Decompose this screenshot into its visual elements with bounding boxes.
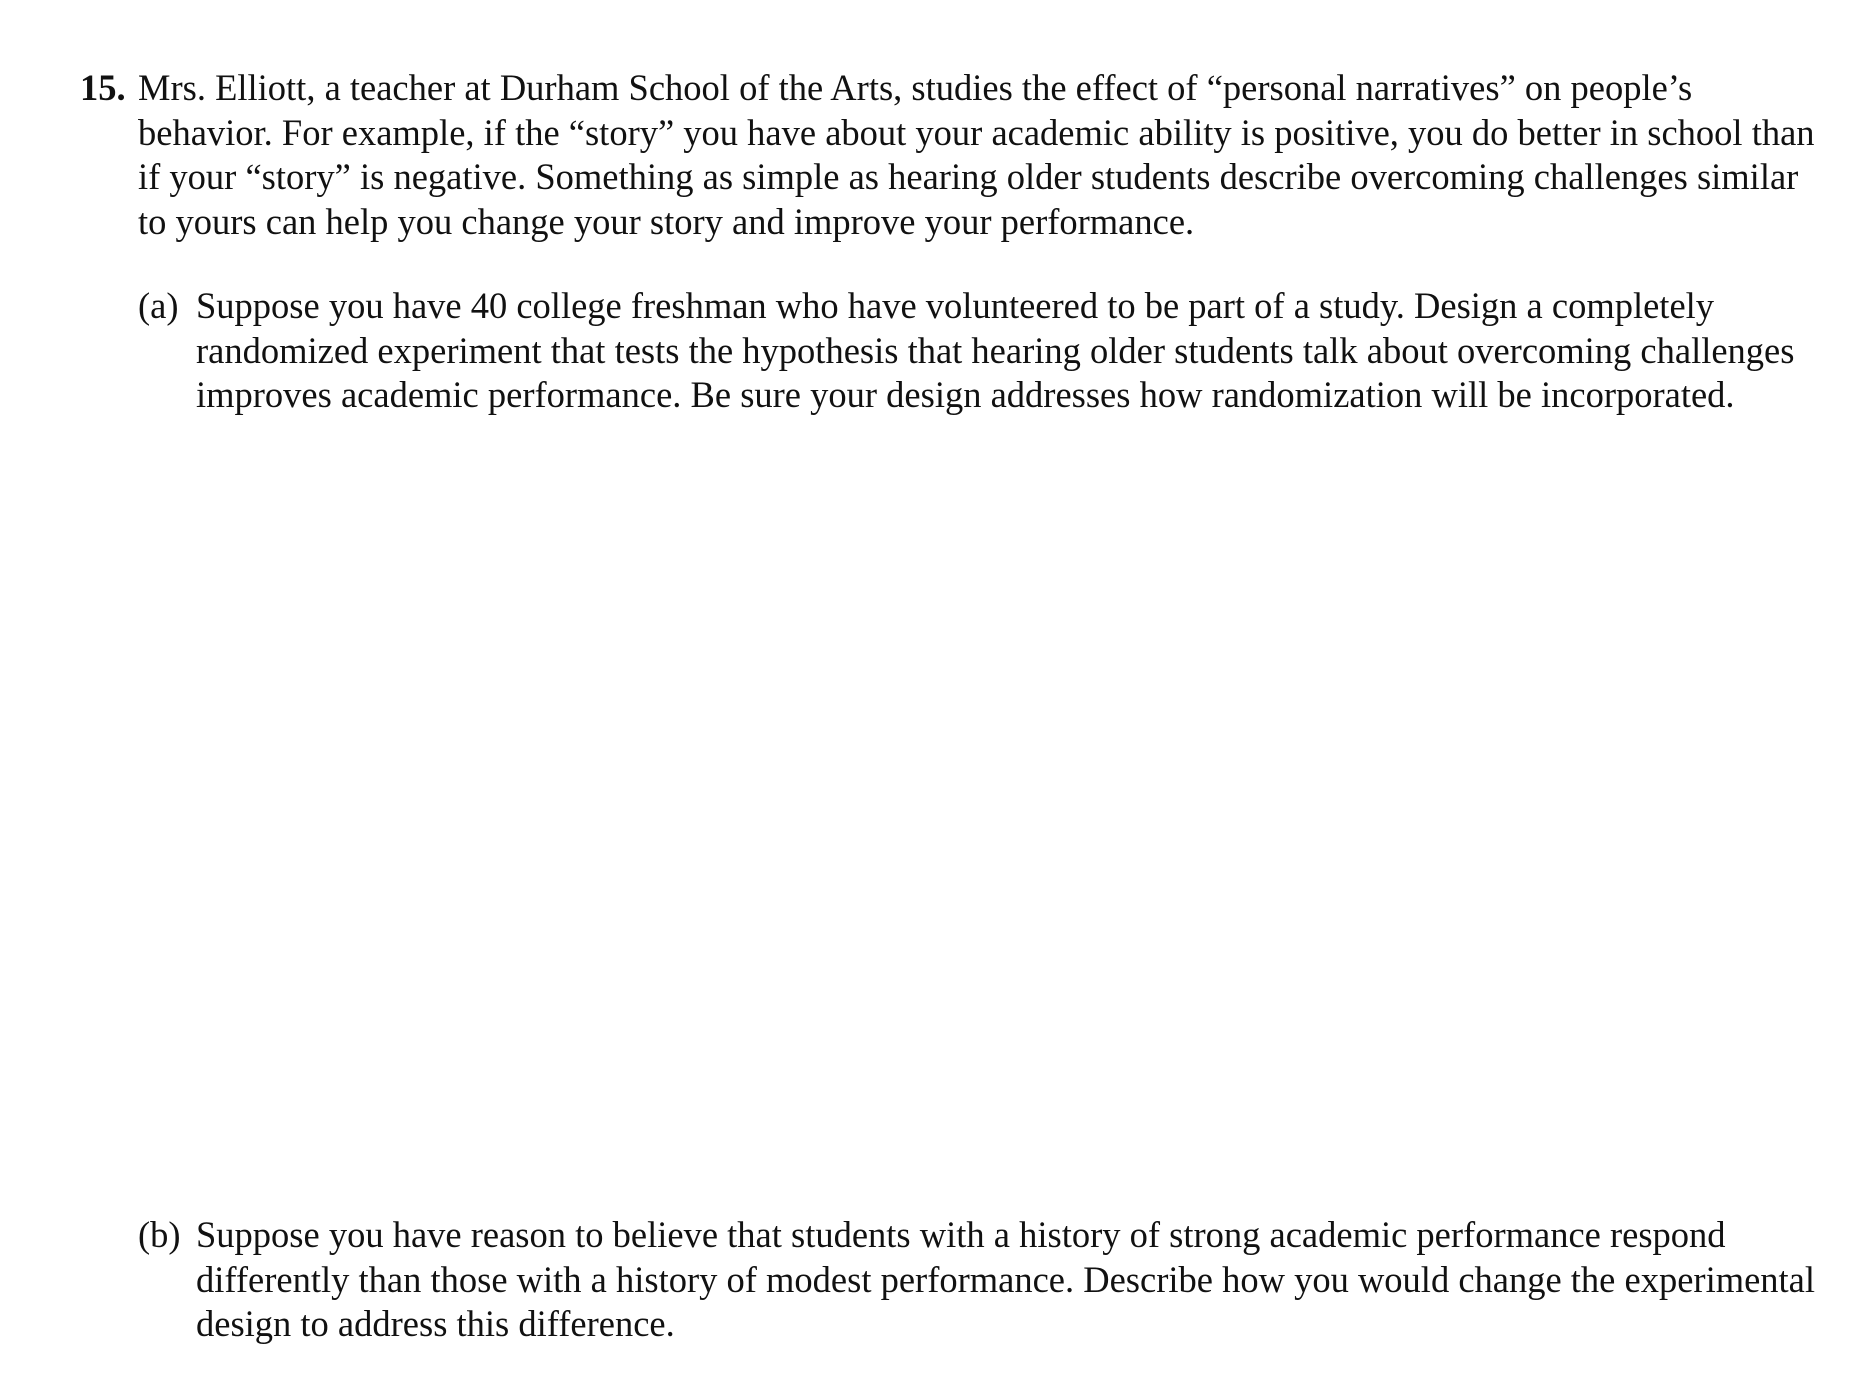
part-b-label: (b) xyxy=(138,1214,181,1255)
problem-number: 15. xyxy=(80,67,126,108)
part-a-label: (a) xyxy=(138,285,179,326)
problem-stem-text: Mrs. Elliott, a teacher at Durham School of the Arts, studies the effect of “personal narratives” on people’s behavior. For example, if the “story” you have about your academic ability is positive, you do better in school than if your “story” is negative. Something as simple as hearing older students describe overcoming challenges similar to yours can help you change your story and improve your performance. xyxy=(138,67,1815,242)
part-a xyxy=(138,284,1820,418)
part-b-text: Suppose you have reason to believe that students with a history of strong academic performance respond differently than those with a history of modest performance. Describe how you would change the experimental design to address this difference. xyxy=(196,1214,1816,1344)
answer-space-part-a xyxy=(196,466,1820,1186)
part-a-text: Suppose you have 40 college freshman who have volunteered to be part of a study. Design a completely randomized experiment that tests the hypothesis that hearing older students talk about overcoming challenges improves academic performance. Be sure your design addresses how randomization will be incorporated. xyxy=(196,285,1795,415)
problem-15 xyxy=(80,66,1820,1344)
part-b xyxy=(138,1213,1820,1347)
problem-stem xyxy=(80,66,1820,244)
